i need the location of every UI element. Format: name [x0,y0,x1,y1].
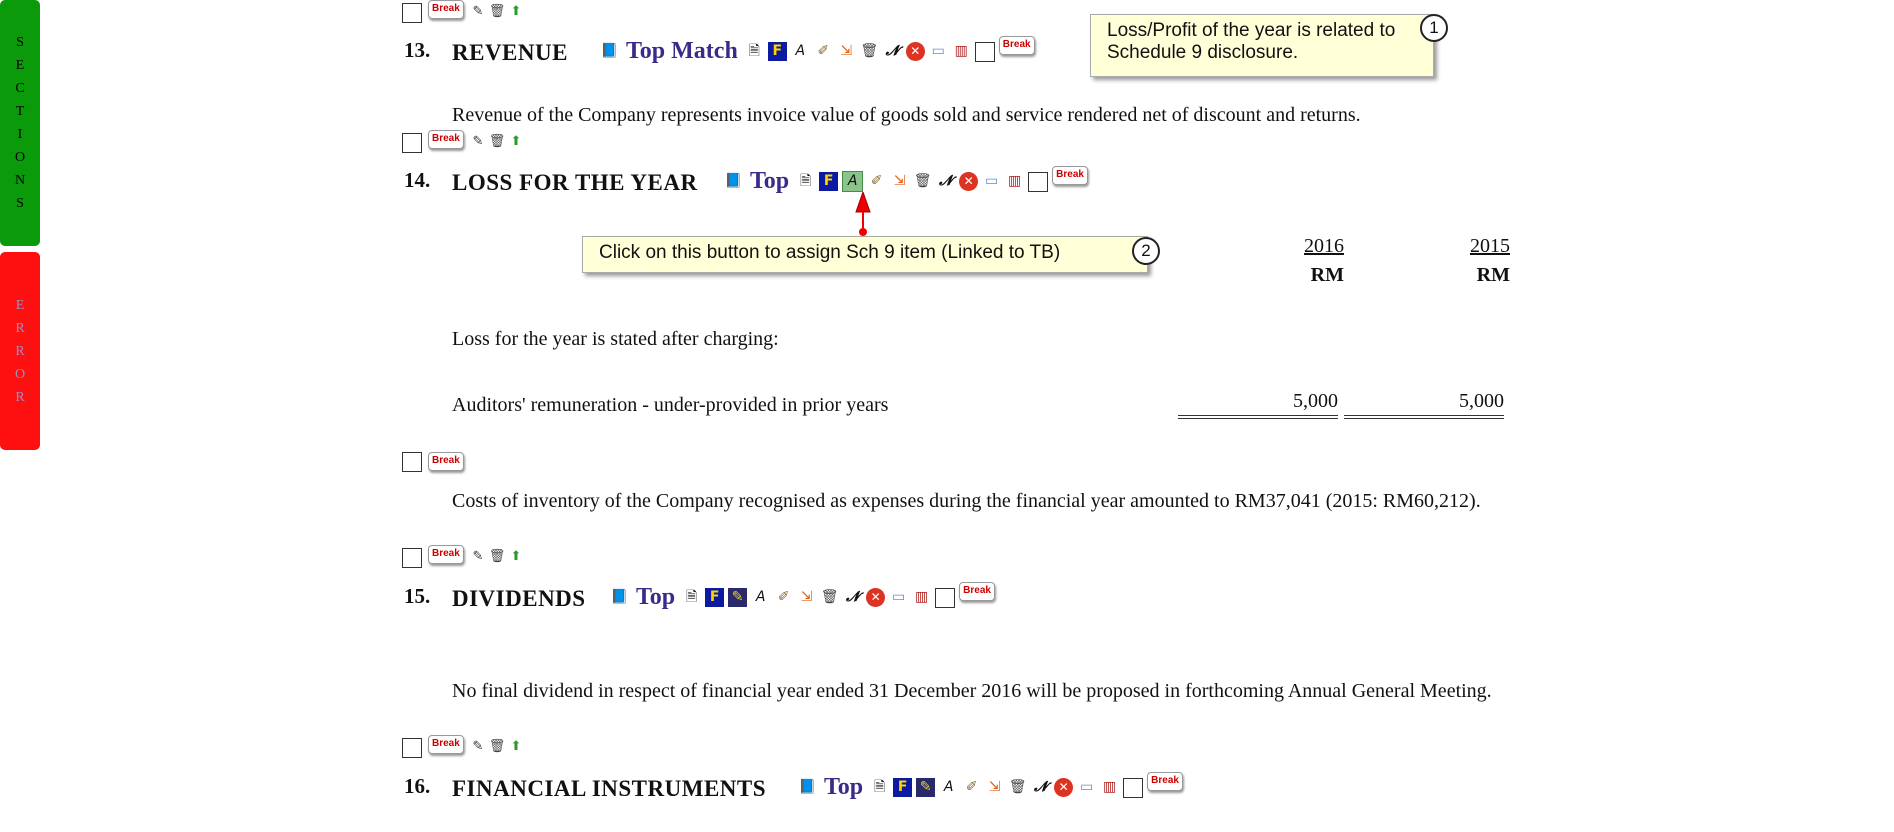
top-match-link[interactable]: Top Match [626,38,738,64]
book-icon[interactable]: 📘 [798,779,817,795]
sections-tab-letter: I [17,127,23,142]
callout-arrow-icon [852,192,874,236]
callout-badge: 1 [1420,14,1448,42]
f-formula-icon[interactable]: F [819,172,838,191]
column-unit-2015: RM [1476,264,1510,286]
trash-icon[interactable]: 🗑 [913,173,932,189]
import-icon[interactable]: ⇲ [840,43,853,59]
edit-icon[interactable]: ✐ [870,173,883,189]
f-formula-icon[interactable]: F [893,778,912,797]
error-tab-letter: E [15,297,25,313]
n-icon[interactable]: 𝓝 [1033,779,1048,795]
break-checkbox[interactable] [402,133,422,153]
top-link[interactable]: Top [750,168,790,194]
cancel-icon[interactable]: ✕ [866,588,885,607]
break-checkbox[interactable] [1028,172,1048,192]
note-icon[interactable]: ▭ [931,43,945,59]
section-toolbar [600,38,1035,65]
page-icon[interactable]: 🗎 [686,589,698,605]
section-title-loss-for-the-year: LOSS FOR THE YEAR [452,170,698,195]
page-icon[interactable]: 🗎 [874,779,886,795]
break-button[interactable]: Break [428,735,464,754]
break-button[interactable]: Break [1147,772,1183,791]
section-number: 15. [404,584,431,608]
cancel-icon[interactable]: ✕ [906,42,925,61]
loss-intro-text: Loss for the year is stated after charging: [452,328,779,350]
trash-icon[interactable]: 🗑 [488,133,506,149]
sections-tab[interactable] [0,0,40,246]
note-icon[interactable]: ▭ [1080,779,1094,795]
break-checkbox[interactable] [402,3,422,23]
table-cell-2016: 5,000 [1178,390,1338,419]
section-title-revenue: REVENUE [452,40,568,65]
dividends-paragraph: No final dividend in respect of financial year ended 31 December 2016 will be proposed in forthcoming Annual General Meeting. [452,680,1492,702]
column-unit-2016: RM [1310,264,1344,286]
break-button[interactable]: Break [428,0,464,19]
up-arrow-icon[interactable]: ⬆ [510,133,522,149]
n-icon[interactable]: 𝓝 [938,173,953,189]
note-icon[interactable]: ▭ [985,173,999,189]
break-button[interactable]: Break [1052,166,1088,185]
break-checkbox[interactable] [402,452,422,472]
callout-sch9-disclosure [1090,14,1434,77]
linked-sch9-icon[interactable]: ✎ [916,778,935,797]
assign-sch9-icon[interactable]: A [755,589,766,605]
page-icon[interactable]: 🗎 [800,173,812,189]
section-number: 13. [404,38,431,62]
table-row-label: Auditors' remuneration - under-provided in prior years [452,394,889,416]
up-arrow-icon[interactable]: ⬆ [510,738,522,754]
trash-icon[interactable]: 🗑 [488,738,506,754]
break-button[interactable]: Break [428,545,464,564]
break-button[interactable]: Break [999,36,1035,55]
column-year-2015: 2015 [1470,235,1510,257]
book-icon[interactable]: 📘 [600,43,619,59]
trash-icon[interactable]: 🗑 [820,589,839,605]
column-year-2016: 2016 [1304,235,1344,257]
section-number: 16. [404,774,431,798]
revenue-paragraph: Revenue of the Company represents invoice value of goods sold and service rendered net of discount and returns. [452,104,1361,126]
book-icon[interactable]: 📘 [610,589,629,605]
sections-tab-letter: N [14,173,26,188]
sections-tab-letter: S [16,35,24,50]
import-icon[interactable]: ⇲ [988,779,1001,795]
break-checkbox[interactable] [1123,778,1143,798]
up-arrow-icon[interactable]: ⬆ [510,548,522,564]
error-tab-letter: O [14,366,26,382]
trash-icon[interactable]: 🗑 [488,3,506,19]
break-button[interactable]: Break [428,452,464,471]
break-button[interactable]: Break [959,582,995,601]
n-icon[interactable]: 𝓝 [885,43,899,59]
edit-icon[interactable]: ✎ [472,738,484,754]
schedule-icon[interactable]: ▥ [954,43,968,59]
f-formula-icon[interactable]: F [768,42,787,61]
up-arrow-icon[interactable]: ⬆ [510,3,522,19]
callout-text: Click on this button to assign Sch 9 item (Linked to TB) [599,242,1061,263]
edit-icon[interactable]: ✎ [472,133,484,149]
inventory-cost-paragraph: Costs of inventory of the Company recognised as expenses during the financial year amounted to RM37,041 (2015: RM60,212). [452,490,1481,512]
edit-icon[interactable]: ✐ [777,589,790,605]
f-formula-icon[interactable]: F [705,588,724,607]
section-number: 14. [404,168,431,192]
edit-icon[interactable]: ✐ [817,43,830,59]
page-icon[interactable]: 🗎 [748,43,760,59]
assign-sch9-icon[interactable]: A [842,171,863,192]
edit-icon[interactable]: ✐ [965,779,978,795]
section-title-dividends: DIVIDENDS [452,586,586,611]
import-icon[interactable]: ⇲ [800,589,813,605]
section-toolbar [724,168,1088,195]
trash-icon[interactable]: 🗑 [860,43,879,59]
callout-badge: 2 [1132,237,1160,265]
cancel-icon[interactable]: ✕ [1054,778,1073,797]
linked-sch9-icon[interactable]: ✎ [728,588,747,607]
section-title-financial-instruments: FINANCIAL INSTRUMENTS [452,776,767,801]
trash-icon[interactable]: 🗑 [488,548,506,564]
break-checkbox[interactable] [402,738,422,758]
error-tab-letter: R [15,320,25,336]
callout-assign-sch9 [582,236,1148,273]
assign-sch9-icon[interactable]: A [943,779,954,795]
note-icon[interactable]: ▭ [892,589,906,605]
assign-sch9-icon[interactable]: A [795,43,806,59]
error-tab-letter: R [15,389,25,405]
sections-tab-letter: T [15,104,25,119]
edit-icon[interactable]: ✎ [472,3,484,19]
table-cell-2015: 5,000 [1344,390,1504,419]
top-link[interactable]: Top [636,584,676,610]
trash-icon[interactable]: 🗑 [1008,779,1027,795]
break-checkbox[interactable] [975,42,995,62]
schedule-icon[interactable]: ▥ [1008,173,1022,189]
edit-icon[interactable]: ✎ [472,548,484,564]
section-toolbar [798,774,1183,801]
import-icon[interactable]: ⇲ [893,173,906,189]
schedule-icon[interactable]: ▥ [1103,779,1117,795]
book-icon[interactable]: 📘 [724,173,743,189]
section-toolbar [610,584,995,611]
break-checkbox[interactable] [935,588,955,608]
error-tab[interactable] [0,252,40,450]
break-button[interactable]: Break [428,130,464,149]
sections-tab-letter: S [16,196,24,211]
top-link[interactable]: Top [824,774,864,800]
sections-tab-letter: O [14,150,26,165]
break-checkbox[interactable] [402,548,422,568]
sections-tab-letter: C [15,81,25,96]
callout-text: Loss/Profit of the year is related to Schedule 9 disclosure. [1107,20,1396,63]
sections-tab-letter: E [15,58,25,73]
n-icon[interactable]: 𝓝 [845,589,860,605]
cancel-icon[interactable]: ✕ [959,172,978,191]
schedule-icon[interactable]: ▥ [915,589,929,605]
error-tab-letter: R [15,343,25,359]
